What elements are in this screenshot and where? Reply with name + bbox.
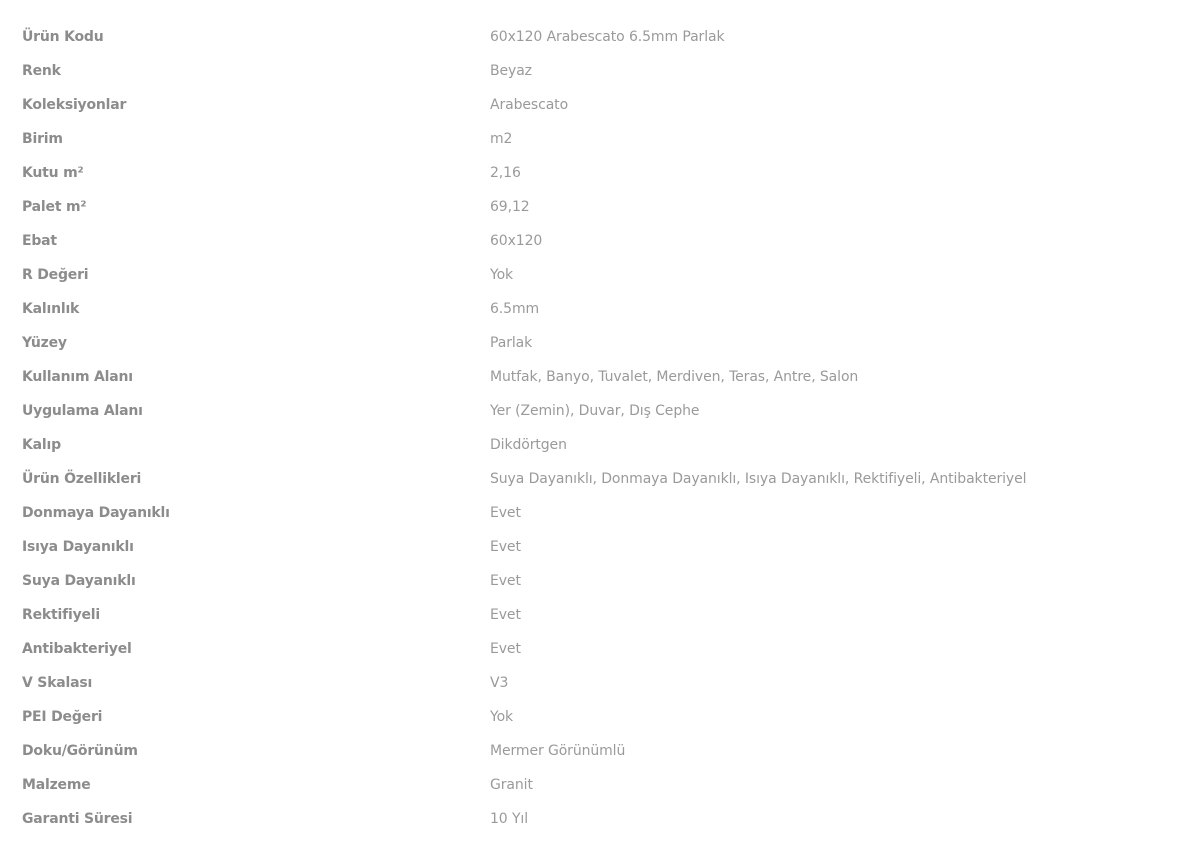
spec-row-rektifiyeli [22,598,1182,632]
spec-value: Suya Dayanıklı, Donmaya Dayanıklı, Isıya Dayanıklı, Rektifiyeli, Antibakteriyel [490,471,1027,487]
spec-value: Evet [490,573,521,589]
spec-label: Ürün Kodu [22,29,104,45]
spec-row-uygulama-alani [22,394,1182,428]
spec-label: Suya Dayanıklı [22,573,136,589]
spec-row-malzeme [22,768,1182,802]
spec-label: Doku/Görünüm [22,743,138,759]
spec-value: 60x120 Arabescato 6.5mm Parlak [490,29,725,45]
spec-value: Evet [490,505,521,521]
spec-value: Arabescato [490,97,569,113]
spec-label: Koleksiyonlar [22,97,127,113]
spec-row-isiya-dayanikli [22,530,1182,564]
spec-row-donmaya-dayanikli [22,496,1182,530]
spec-label: Yüzey [22,335,67,351]
spec-value: 60x120 [490,233,543,249]
spec-value: 6.5mm [490,301,540,317]
spec-label: Palet m² [22,199,87,215]
spec-value: m2 [490,131,513,147]
spec-row-palet-m2 [22,190,1182,224]
spec-label: Kalınlık [22,301,80,317]
spec-row-urun-kodu [22,20,1182,54]
spec-value: Evet [490,641,521,657]
spec-table-body [22,20,1182,836]
spec-value: Parlak [490,335,533,351]
spec-label: Ebat [22,233,57,249]
spec-row-kalip [22,428,1182,462]
spec-row-koleksiyonlar [22,88,1182,122]
spec-label: Rektifiyeli [22,607,100,623]
spec-value: Dikdörtgen [490,437,567,453]
spec-row-doku-gorunum [22,734,1182,768]
spec-row-r-degeri [22,258,1182,292]
spec-label: PEI Değeri [22,709,103,725]
spec-value: Yok [490,709,514,725]
spec-label: V Skalası [22,675,93,691]
spec-value: Granit [490,777,533,793]
spec-row-yuzey [22,326,1182,360]
spec-label: Ürün Özellikleri [22,471,142,487]
spec-label: Kutu m² [22,165,84,181]
spec-label: Kullanım Alanı [22,369,133,385]
spec-label: Garanti Süresi [22,811,133,827]
spec-label: Uygulama Alanı [22,403,143,419]
spec-label: Malzeme [22,777,91,793]
spec-row-ebat [22,224,1182,258]
spec-value: V3 [490,675,509,691]
spec-row-kutu-m2 [22,156,1182,190]
spec-label: Kalıp [22,437,61,453]
spec-value: 69,12 [490,199,530,215]
spec-row-kullanim-alani [22,360,1182,394]
spec-value: Yok [490,267,514,283]
spec-value: 2,16 [490,165,521,181]
spec-label: R Değeri [22,267,89,283]
spec-value: Evet [490,607,521,623]
spec-label: Birim [22,131,63,147]
spec-value: 10 Yıl [490,811,528,827]
spec-value: Yer (Zemin), Duvar, Dış Cephe [490,403,700,419]
spec-row-pei-degeri [22,700,1182,734]
spec-value: Mermer Görünümlü [490,743,626,759]
spec-row-birim [22,122,1182,156]
spec-value: Mutfak, Banyo, Tuvalet, Merdiven, Teras, Antre, Salon [490,369,859,385]
spec-label: Donmaya Dayanıklı [22,505,170,521]
spec-row-urun-ozellikleri [22,462,1182,496]
spec-label: Isıya Dayanıklı [22,539,134,555]
spec-value: Evet [490,539,521,555]
spec-value: Beyaz [490,63,532,79]
spec-row-kalinlik [22,292,1182,326]
spec-row-garanti-suresi [22,802,1182,836]
spec-label: Antibakteriyel [22,641,132,657]
spec-label: Renk [22,63,61,79]
spec-row-antibakteriyel [22,632,1182,666]
spec-row-renk [22,54,1182,88]
spec-row-suya-dayanikli [22,564,1182,598]
product-spec-table [22,20,1182,836]
spec-row-v-skalasi [22,666,1182,700]
